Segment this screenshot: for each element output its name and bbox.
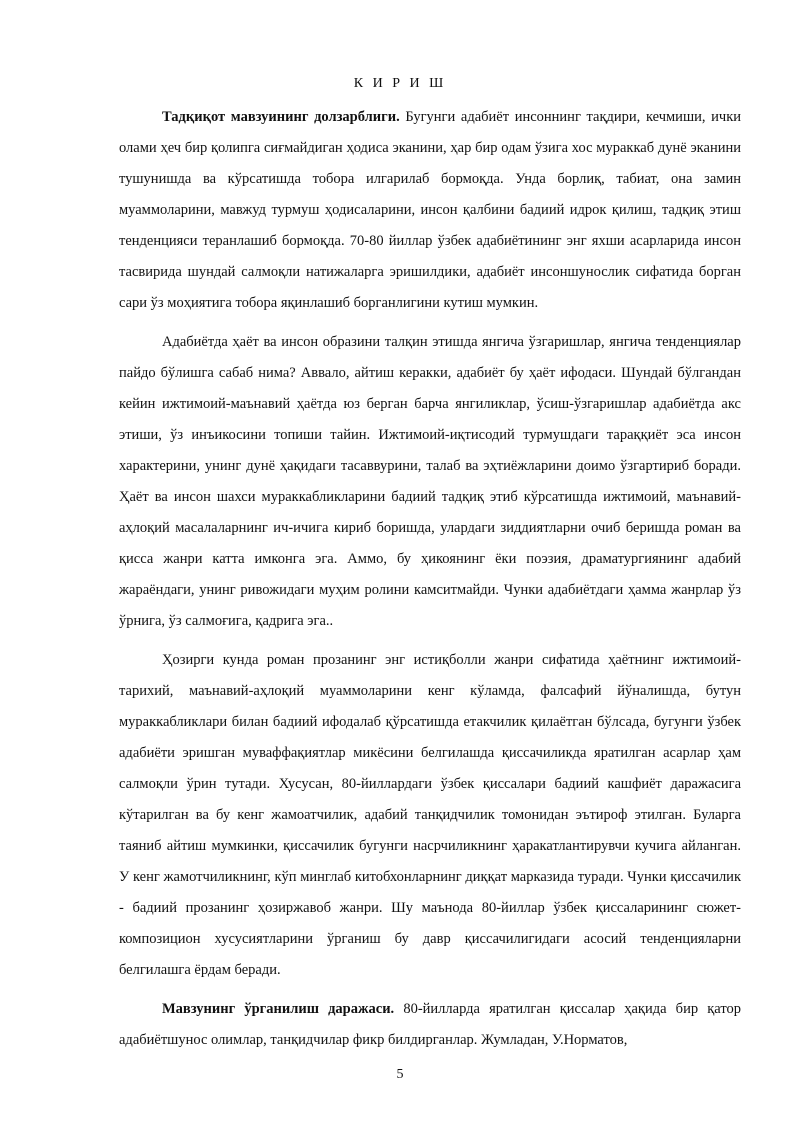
paragraph bbox=[119, 645, 741, 986]
paragraph-text: 80-йилларда яратилган қиссалар ҳақида бир қатор адабиётшунос олимлар, танқидчилар фикр билдирганлар. Жумладан, У.Норматов, bbox=[119, 1001, 741, 1048]
paragraph-text: Бугунги адабиёт инсоннинг тақдири, кечмиши, ички олами ҳеч бир қолипга сиғмайдиган ҳодиса эканини, ҳар бир одам ўзига хос мураккаб дунё эканини тушунишда ва кўрсатишда тобора илгарилаб бормоқда. Унда борлиқ, табиат, она замин муаммоларини, мавжуд турмуш ҳодисаларини, инсон қалбини бадиий идрок қилиш, тадқиқ этиш тенденцияси теранлашиб бормоқда. 70-80 йиллар ўзбек адабиётининг энг яхши асарларида инсон тасвирида шундай салмоқли натижаларга эришилдики, адабиёт инсоншунослик сифатида борган сари ўз моҳиятига тобора яқинлашиб борганлигини кутиш мумкин. bbox=[119, 109, 742, 311]
paragraph-lead: Мавзунинг ўрганилиш даражаси. bbox=[162, 1001, 395, 1017]
paragraph bbox=[119, 102, 741, 319]
paragraph-text: Ҳозирги кунда роман прозанинг энг истиқболли жанри сифатида ҳаётнинг ижтимоий-тарихий, маънавий-аҳлоқий муаммоларини кенг кўламда, фалсафий йўналишда, бутун мураккабликлари билан бадиий ифодалаб қўрсатишда етакчилик қилаётган бўлсада, бугунги ўзбек адабиёти эришган муваффақиятлар микёсини белгилашда қиссачиликда яратилган асарлар ҳам салмоқли ўрин тутади. Хусусан, 80-йиллардаги ўзбек қиссалари бадиий кашфиёт даражасига кўтарилган ва бу кенг жамоатчилик, адабий танқидчилик томонидан эътироф этилган. Буларга таяниб айтиш мумкинки, қиссачилик бугунги насрчиликнинг ҳаракатлантирувчи кучига айланган. У кенг жамотчиликнинг, кўп минглаб китобхонларнинг диққат марказида туради. Чунки қиссачилик - бадиий прозанинг ҳозиржавоб жанри. Шу маънода 80-йиллар ўзбек қиссаларининг сюжет-композицион хусусиятларини ўрганиш бу давр қиссачилигидаги асосий тенденцияларни белгилашга ёрдам беради. bbox=[119, 652, 741, 978]
paragraph-text: Адабиётда ҳаёт ва инсон образини талқин этишда янгича ўзгаришлар, янгича тенденциялар пайдо бўлишга сабаб нима? Аввало, айтиш керакки, адабиёт бу ҳаёт ифодаси. Шундай бўлгандан кейин ижтимоий-маънавий ҳаётда юз берган барча янгиликлар, ўсиш-ўзгаришлар адабиётда акс этиши, ўз инъикосини топиши тайин. Ижтимоий-иқтисодий турмушдаги тараққиёт эса инсон характерини, унинг дунё ҳақидаги тасаввурини, талаб ва эҳтиёжларини доимо ўзгартириб боради. Ҳаёт ва инсон шахси мураккабликларини бадиий тадқиқ этиб кўрсатишда ижтимоий, маънавий-аҳлоқий масалаларнинг ич-ичига кириб боришда, улардаги зиддиятларни очиб беришда роман ва қисса жанри катта имконга эга. Аммо, бу ҳикоянинг ёки поэзия, драматургиянинг адабий жараёндаги, унинг ривожидаги муҳим ролини камситмайди. Чунки адабиётдаги ҳамма жанрлар ўз ўрнига, ўз салмоғига, қадрига эга.. bbox=[119, 334, 741, 629]
paragraph bbox=[119, 327, 741, 637]
body-text bbox=[119, 102, 741, 1064]
section-heading: К И Р И Ш bbox=[353, 76, 447, 91]
paragraph-lead: Тадқиқот мавзуининг долзарблиги. bbox=[162, 109, 400, 125]
paragraph bbox=[119, 994, 741, 1056]
page-number: 5 bbox=[396, 1067, 404, 1082]
